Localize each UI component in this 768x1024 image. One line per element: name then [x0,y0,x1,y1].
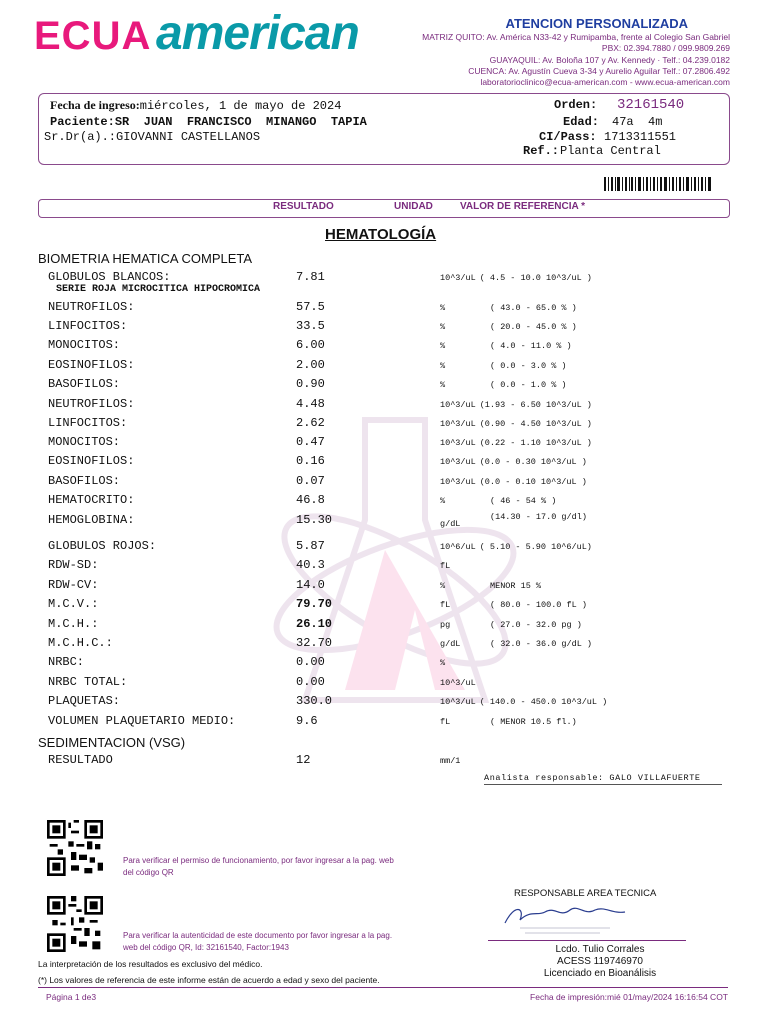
test-name: MONOCITOS: [48,338,121,352]
page-number: Página 1 de3 [46,992,97,1002]
test-reference: ( 32.0 - 36.0 g/dL ) [490,639,593,649]
test-reference: ( 20.0 - 45.0 % ) [490,322,577,332]
test-value: 0.00 [296,675,325,689]
test-value: 4.48 [296,397,325,411]
qr-permit-text: Para verificar el permiso de funcionamiento, por favor ingresar a la pag. web del código QR [123,856,394,877]
header-title: ATENCION PERSONALIZADA [505,16,688,31]
test-value: 2.62 [296,416,325,430]
test-reference: ( 80.0 - 100.0 fL ) [490,600,587,610]
group-title-vsg: SEDIMENTACION (VSG) [38,735,186,750]
test-name: PLAQUETAS: [48,694,121,708]
column-unit: UNIDAD [394,201,433,212]
ci-value: 1713311551 [604,130,677,144]
test-name: RESULTADO [48,753,113,767]
test-name: MONOCITOS: [48,435,121,449]
test-unit: g/dL [440,639,461,649]
signature-line [488,940,686,941]
table-row [48,454,738,472]
test-name: HEMOGLOBINA: [48,513,135,527]
table-row [48,513,738,531]
address-line-1: MATRIZ QUITO: Av. América N33-42 y Rumipamba, frente al Colegio San Gabriel [422,32,730,42]
logo-ecua-text: ECUA [34,14,152,58]
test-value: 5.87 [296,539,325,553]
test-value: 7.81 [296,270,325,284]
test-reference: ( 140.0 - 450.0 10^3/uL ) [479,697,608,707]
table-row [48,636,738,654]
table-row [48,675,738,693]
footer-divider [38,987,728,988]
test-reference: (0.0 - 0.10 10^3/uL ) [479,477,587,487]
test-value: 12 [296,753,311,767]
table-row [48,319,738,337]
test-name: BASOFILOS: [48,377,121,391]
red-series-note: SERIE ROJA MICROCITICA HIPOCROMICA [56,284,261,295]
test-reference: ( 5.10 - 5.90 10^6/uL) [479,542,592,552]
test-value: 2.00 [296,358,325,372]
address-line-4: CUENCA: Av. Agustín Cueva 3-34 y Aurelio Aguilar Telf.: 07.2806.492 [468,66,730,76]
table-row [48,358,738,376]
test-unit: % [440,322,446,332]
section-title: HEMATOLOGÍA [325,226,437,243]
table-row [48,753,738,771]
qr-code-permit[interactable] [47,820,103,876]
test-reference: ( 4.0 - 11.0 % ) [490,341,572,351]
test-reference: (0.22 - 1.10 10^3/uL ) [479,438,592,448]
test-value: 0.00 [296,655,325,669]
handwritten-signature [500,898,630,938]
test-name: VOLUMEN PLAQUETARIO MEDIO: [48,714,236,728]
table-row [48,377,738,395]
analyst-divider [484,784,722,785]
test-value: 0.47 [296,435,325,449]
test-reference: ( 0.0 - 1.0 % ) [490,380,567,390]
table-row [48,397,738,415]
column-result: RESULTADO [273,201,334,212]
address-line-3: GUAYAQUIL: Av. Boloña 107 y Av. Kennedy · Telf.: 04.239.0182 [489,55,730,65]
ci-label: CI/Pass: [539,130,597,144]
test-value: 33.5 [296,319,325,333]
print-date: Fecha de impresión:mié 01/may/2024 16:16:54 COT [530,992,728,1002]
table-row [48,435,738,453]
test-unit: % [440,361,446,371]
test-name: M.C.H.: [48,617,99,631]
patient-name: Paciente:SR JUAN FRANCISCO MINANGO TAPIA [50,115,367,129]
qr-code-authenticity[interactable] [47,896,103,952]
test-name: NRBC TOTAL: [48,675,128,689]
test-unit: % [440,581,446,591]
order-number: 32161540 [617,97,685,113]
test-unit: % [440,496,446,506]
test-name: M.C.H.C.: [48,636,113,650]
referring-doctor: Sr.Dr(a).:GIOVANNI CASTELLANOS [44,130,261,144]
technical-responsible-title: RESPONSABLE AREA TECNICA [514,888,657,899]
test-reference: (1.93 - 6.50 10^3/uL ) [479,400,592,410]
test-reference: (14.30 - 17.0 g/dl) [490,512,587,522]
test-unit: fL [440,561,451,571]
test-unit: g/dL [440,519,461,529]
test-name: RDW-CV: [48,578,99,592]
test-unit: mm/1 [440,756,461,766]
analyst-responsible: Analista responsable: GALO VILLAFUERTE [484,773,701,783]
table-row [48,416,738,434]
test-value: 0.07 [296,474,325,488]
table-row [48,714,738,732]
test-reference: (0.90 - 4.50 10^3/uL ) [479,419,592,429]
test-reference: MENOR 15 % [490,581,542,591]
test-unit: fL [440,600,451,610]
test-value: 15.30 [296,513,333,527]
test-unit: pg [440,620,451,630]
test-value: 46.8 [296,493,325,507]
table-row [48,338,738,356]
qr-authenticity-text: Para verificar la autenticidad de este documento por favor ingresar a la pag. web del código QR, Id: 32161540, Factor:1943 [123,931,393,952]
test-name: EOSINOFILOS: [48,358,135,372]
test-name: NRBC: [48,655,85,669]
test-value: 79.70 [296,597,333,611]
table-row [48,300,738,318]
test-name: NEUTROFILOS: [48,300,135,314]
reference-footnote: (*) Los valores de referencia de este informe están de acuerdo a edad y sexo del paciente. [38,975,380,985]
test-name: LINFOCITOS: [48,319,128,333]
test-value: 6.00 [296,338,325,352]
table-row [48,694,738,712]
test-name: GLOBULOS ROJOS: [48,539,157,553]
table-row [48,493,738,511]
test-name: M.C.V.: [48,597,99,611]
test-value: 14.0 [296,578,325,592]
table-row [48,558,738,576]
test-reference: ( 43.0 - 65.0 % ) [490,303,577,313]
test-unit: % [440,658,446,668]
test-reference: ( MENOR 10.5 fl.) [490,717,577,727]
test-unit: % [440,303,446,313]
test-value: 0.90 [296,377,325,391]
test-unit: 10^3/uL [440,697,476,707]
test-name: EOSINOFILOS: [48,454,135,468]
test-unit: 10^3/uL [440,457,476,467]
test-unit: % [440,341,446,351]
test-value: 32.70 [296,636,333,650]
test-value: 9.6 [296,714,318,728]
test-unit: 10^3/uL [440,419,476,429]
table-row [48,474,738,492]
test-value: 57.5 [296,300,325,314]
test-name: LINFOCITOS: [48,416,128,430]
age-value: 47a 4m [612,115,663,129]
test-unit: 10^3/uL [440,438,476,448]
test-value: 0.16 [296,454,325,468]
ref-value: Planta Central [560,144,661,158]
test-unit: 10^3/uL [440,678,476,688]
age-label: Edad: [563,115,600,129]
test-name: RDW-SD: [48,558,99,572]
test-reference: ( 0.0 - 3.0 % ) [490,361,567,371]
column-header-box [38,199,730,218]
ecuamerican-logo [34,8,384,64]
table-row [48,578,738,596]
test-unit: % [440,380,446,390]
table-row [48,617,738,635]
test-reference: ( 46 - 54 % ) [490,496,557,506]
test-unit: 10^3/uL [440,400,476,410]
test-value: 40.3 [296,558,325,572]
test-name: BASOFILOS: [48,474,121,488]
table-row [48,597,738,615]
test-name: NEUTROFILOS: [48,397,135,411]
logo-american-text: american [156,7,359,60]
test-unit: 10^3/uL [440,273,476,283]
test-name: GLOBULOS BLANCOS: [48,270,171,284]
column-reference: VALOR DE REFERENCIA * [460,201,586,212]
responsible-doctor: Lcdo. Tulio Corrales ACESS 119746970 Licenciado en Bioanálisis [543,944,657,979]
address-line-2: PBX: 02.394.7880 / 099.9809.269 [601,43,730,53]
test-reference: (0.0 - 0.30 10^3/uL ) [479,457,587,467]
ref-label: Ref.: [523,144,560,158]
test-unit: 10^6/uL [440,542,476,552]
group-title-biometria: BIOMETRIA HEMATICA COMPLETA [38,251,253,266]
test-unit: 10^3/uL [440,477,476,487]
test-value: 330.0 [296,694,333,708]
table-row [48,539,738,557]
test-reference: ( 27.0 - 32.0 pg ) [490,620,582,630]
barcode-image [604,177,712,191]
test-unit: fL [440,717,451,727]
test-name: HEMATOCRITO: [48,493,135,507]
address-line-5: laboratorioclinico@ecua-american.com - www.ecua-american.com [480,77,730,87]
test-value: 26.10 [296,617,333,631]
interpretation-note: La interpretación de los resultados es exclusivo del médico. [38,959,263,969]
table-row [48,655,738,673]
order-label: Orden: [554,98,598,112]
admission-date: Fecha de ingreso:miércoles, 1 de mayo de 2024 [50,98,342,113]
test-reference: ( 4.5 - 10.0 10^3/uL ) [479,273,592,283]
